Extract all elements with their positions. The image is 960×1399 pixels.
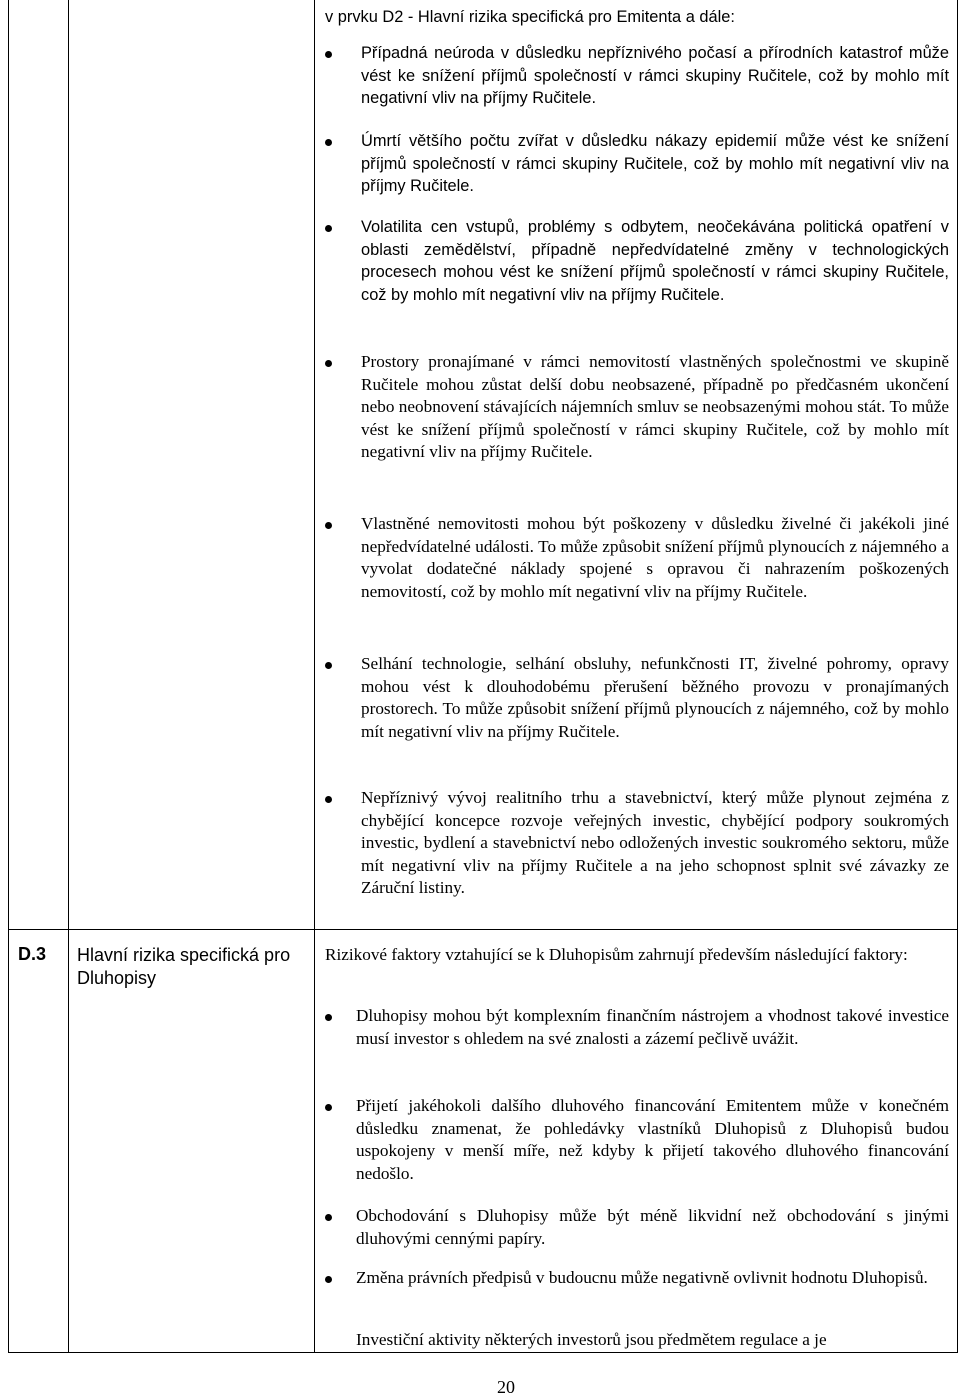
list-item: Selhání technologie, selhání obsluhy, nefunkčnosti IT, živelné pohromy, opravy mohou vést k dlouhodobému přerušení běžného provozu v pronajímaných prostorech. To může způsobit snížení příjmů plynoucích z nájemného, což by mohlo mít negativní vliv na příjmy Ručitele. <box>361 653 949 787</box>
list-item: Prostory pronajímané v rámci nemovitostí vlastněných společnostmi ve skupině Ručitele mohou zůstat delší dobu neobsazené, případně po předčasném ukončení nebo neobnovení stávajících nájemních smluv se neobsazenými mohou stát. To může vést ke snížení příjmů společností v rámci skupiny Ručitele, což by mohlo mít negativní vliv na příjmy Ručitele. <box>361 351 949 513</box>
list-item: Dluhopisy mohou být komplexním finančním nástrojem a vhodnost takové investice musí investor s ohledem na své znalosti a zázemí pečlivě uvážit. <box>356 1005 949 1095</box>
list-item: Obchodování s Dluhopisy může být méně likvidní než obchodování s jinými dluhovými cennými papíry. <box>356 1205 949 1267</box>
section-d3-intro: Rizikové faktory vztahující se k Dluhopisům zahrnují především následující faktory: <box>325 945 908 964</box>
top-bullet-list <box>361 42 949 900</box>
column-divider-2 <box>314 0 315 1352</box>
list-item: Nepříznivý vývoj realitního trhu a stavebnictví, který může plynout zejména z chybějící koncepce rozvoje veřejných investic, chybějící podpory soukromých investic, bydlení a stavebnictví nebo odložených investic soukromého sektoru, může mít negativní vliv na příjmy Ručitele a na jeho schopnost splnit své závazky ze Záruční listiny. <box>361 787 949 900</box>
list-item: Změna právních předpisů v budoucnu může negativně ovlivnit hodnotu Dluhopisů. <box>356 1267 949 1329</box>
list-item: Přijetí jakéhokoli dalšího dluhového financování Emitentem může v konečném důsledku znamenat, že pohledávky vlastníků Dluhopisů z Dluhopisů budou uspokojeny v menší míře, než kdyby k přijetí takového dluhového financování nedošlo. <box>356 1095 949 1205</box>
top-section-intro: v prvku D2 - Hlavní rizika specifická pro Emitenta a dále: <box>325 8 735 26</box>
section-number: D.3 <box>18 944 47 964</box>
top-section <box>325 6 950 29</box>
list-item: Volatilita cen vstupů, problémy s odbytem, neočekávána politická opatření v oblasti zemědělství, případně nepředvídatelné změny v technologických procesech mohou vést ke snížení příjmů společností v rámci skupiny Ručitele, což by mohlo mít negativní vliv na příjmy Ručitele. <box>361 216 949 351</box>
list-item: Případná neúroda v důsledku nepříznivého počasí a přírodních katastrof může vést ke snížení příjmů společností v rámci skupiny Ručitele, což by mohlo mít negativní vliv na příjmy Ručitele. <box>361 42 949 130</box>
row-divider <box>8 929 957 930</box>
column-divider-1 <box>68 0 69 1352</box>
section-d3-intro-cell <box>325 944 949 967</box>
list-item: Úmrtí většího počtu zvířat v důsledku nákazy epidemií může vést ke snížení příjmů společností v rámci skupiny Ručitele, což by mohlo mít negativní vliv na příjmy Ručitele. <box>361 130 949 216</box>
list-item: Vlastněné nemovitosti mohou být poškozeny v důsledku živelné či jakékoli jiné nepředvídatelné události. To může způsobit snížení příjmů plynoucích z nájemného a vyvolat dodatečné náklady spojené s opravou či nahrazením poškozených nemovitostí, což by mohlo mít negativní vliv na příjmy Ručitele. <box>361 513 949 653</box>
list-item: Investiční aktivity některých investorů jsou předmětem regulace a je <box>356 1329 949 1351</box>
section-d3-bullet-list <box>356 1005 949 1351</box>
page-number: 20 <box>497 1377 515 1397</box>
section-title: Hlavní rizika specifická pro Dluhopisy <box>77 945 291 988</box>
